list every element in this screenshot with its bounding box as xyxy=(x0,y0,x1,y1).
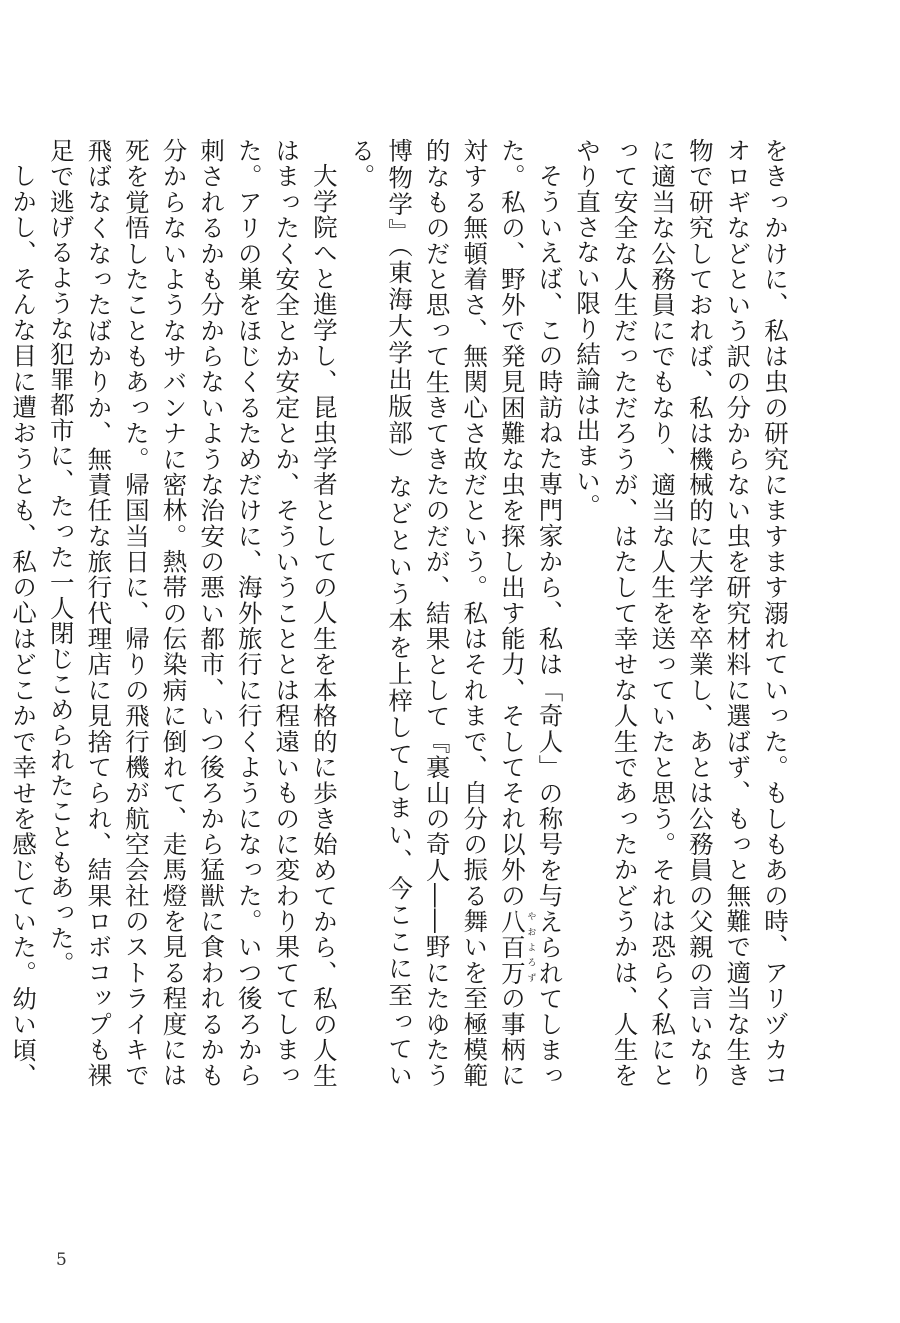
text-run: をきっかけに、私は虫の研究にますます溺れていった。もしもあの時、アリヅカコオロギなどという訳の分からない虫を研究材料に選ばず、もっと無難で適当な生き物で研究しておれば、私は機械的に大学を卒業し、あとは公務員の父親の言いなりに適当な公務員にでもなり、適当な人生を送っていたと思う。それは恐らく私にとって安全な人生だっただろうが、はたして幸せな人生であったかどうかは、人生をやり直さない限り結論は出まい。 xyxy=(573,138,790,1088)
ruby-text: やおよろず xyxy=(525,908,536,986)
text-run: そういえば、この時訪ねた専門家から、私は「奇人」の称号を与えられてしまった。私の、野外で発見困難な虫を探し出す能力、そしてそれ以外の xyxy=(497,138,565,1088)
paragraph xyxy=(0,138,42,1088)
text-run: 大学院へと進学し、昆虫学者としての人生を本格的に歩き始めてから、私の人生はまったく安全とか安定とか、そういうこととは程遠いものに変わり果ててしまった。アリの巣をほじくるためだけに、海外旅行に行くようになった。いつ後ろから刺されるかも分からないような治安の悪い都市、いつ後ろから猛獣に食われるかも分からないようなサバンナに密林。熱帯の伝染病に倒れて、走馬燈を見る程度には死を覚悟したこともあった。帰国当日に、帰りの飛行機が航空会社のストライキで飛ばなくなったばかりか、無責任な旅行代理店に見捨てられ、結果ロボコップも裸足で逃げるような犯罪都市に、たった一人閉じこめられたこともあった。 xyxy=(46,138,339,1088)
ruby-base: 八百万 xyxy=(497,908,527,986)
paragraph xyxy=(568,138,794,1088)
text-run: の事柄に対する無頓着さ、無関心さ故だという。私はそれまで、自分の振る舞いを至極模範的なものだと思って生きてきたのだが、結果として『裏山の奇人――野にたゆたう博物学』（東海大学出版部）などという本を上梓してしまい、今ここに至っている。 xyxy=(347,138,527,1089)
page-number: 5 xyxy=(56,1250,67,1270)
ruby-annotation xyxy=(497,908,536,986)
text-run: しかし、そんな目に遭おうとも、私の心はどこかで幸せを感じていた。幼い頃、 xyxy=(9,162,39,1088)
paragraph xyxy=(42,138,343,1088)
vertical-text-body xyxy=(9,138,794,1089)
paragraph xyxy=(343,138,569,1088)
